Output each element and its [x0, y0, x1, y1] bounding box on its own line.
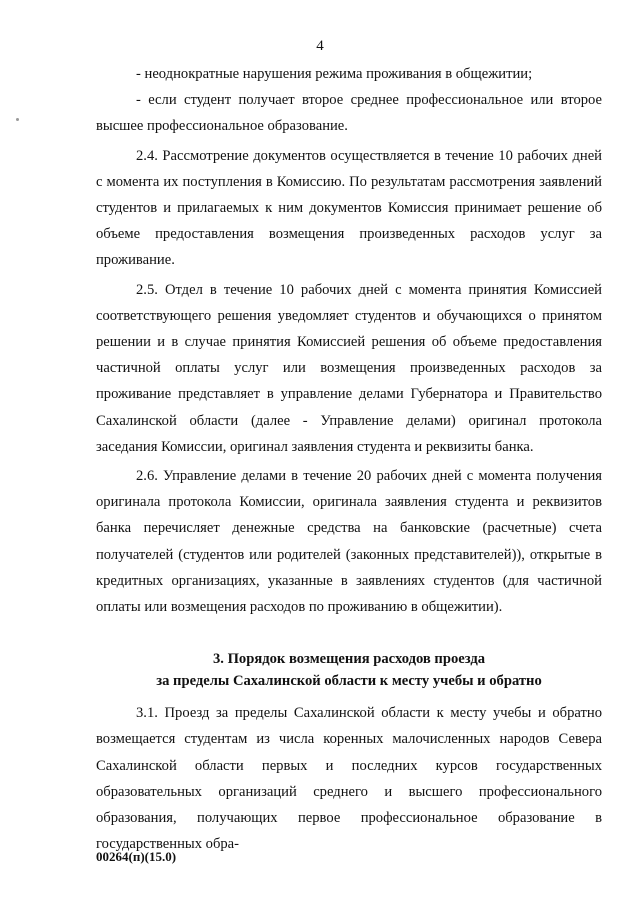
- page-number: 4: [316, 38, 324, 54]
- paragraph-2-5: 2.5. Отдел в течение 10 рабочих дней с момента принятия Комиссией соответствующего решения уведомляет студентов и обучающихся о принятом решении и в случае принятия Комиссией решения об объеме предоставления частичной оплаты услуг или возмещения произведенных расходов за проживание представляет в управление делами Губернатора и Правительство Сахалинской области (далее - Управление делами) оригинал протокола заседания Комиссии, оригинал заявления студента и реквизиты банка.: [96, 281, 602, 455]
- paragraph-list-item-2: - если студент получает второе среднее профессиональное или второе высшее профессиональное образование.: [96, 92, 602, 135]
- section-heading-line-2: за пределы Сахалинской области к месту учебы и обратно: [156, 673, 542, 690]
- paragraph-list-item-1: - неоднократные нарушения режима проживания в общежитии;: [136, 66, 533, 82]
- paragraph-3-1: 3.1. Проезд за пределы Сахалинской области к месту учебы и обратно возмещается студентам из числа коренных малочисленных народов Севера Сахалинской области первых и последних курсов государственных образовательных организаций среднего и высшего профессионального образования, получающих первое профессиональное образование в государственных обра-: [96, 705, 602, 853]
- document-code: 00264(п)(15.0): [96, 849, 177, 864]
- paragraph-2-4: 2.4. Рассмотрение документов осуществляется в течение 10 рабочих дней с момента их поступления в Комиссию. По результатам рассмотрения заявлений студентов и прилагаемых к ним документов Комиссия принимает решение об объеме предоставления возмещения произведенных расходов услуг за проживание.: [96, 147, 602, 269]
- document-body: [96, 61, 602, 857]
- paragraph-2-6: 2.6. Управление делами в течение 20 рабочих дней с момента получения оригинала протокола Комиссии, оригинала заявления студента и реквизитов банка перечисляет денежные средства на банковские (расчетные) счета получателей (студентов или родителей (законных представителей)), открытые в кредитных организациях, указанные в заявлениях студентов (для частичной оплаты или возмещения расходов по проживанию в общежитии).: [96, 468, 602, 616]
- section-heading: [96, 648, 602, 692]
- margin-mark: [16, 118, 19, 121]
- section-heading-line-1: 3. Порядок возмещения расходов проезда: [212, 651, 486, 668]
